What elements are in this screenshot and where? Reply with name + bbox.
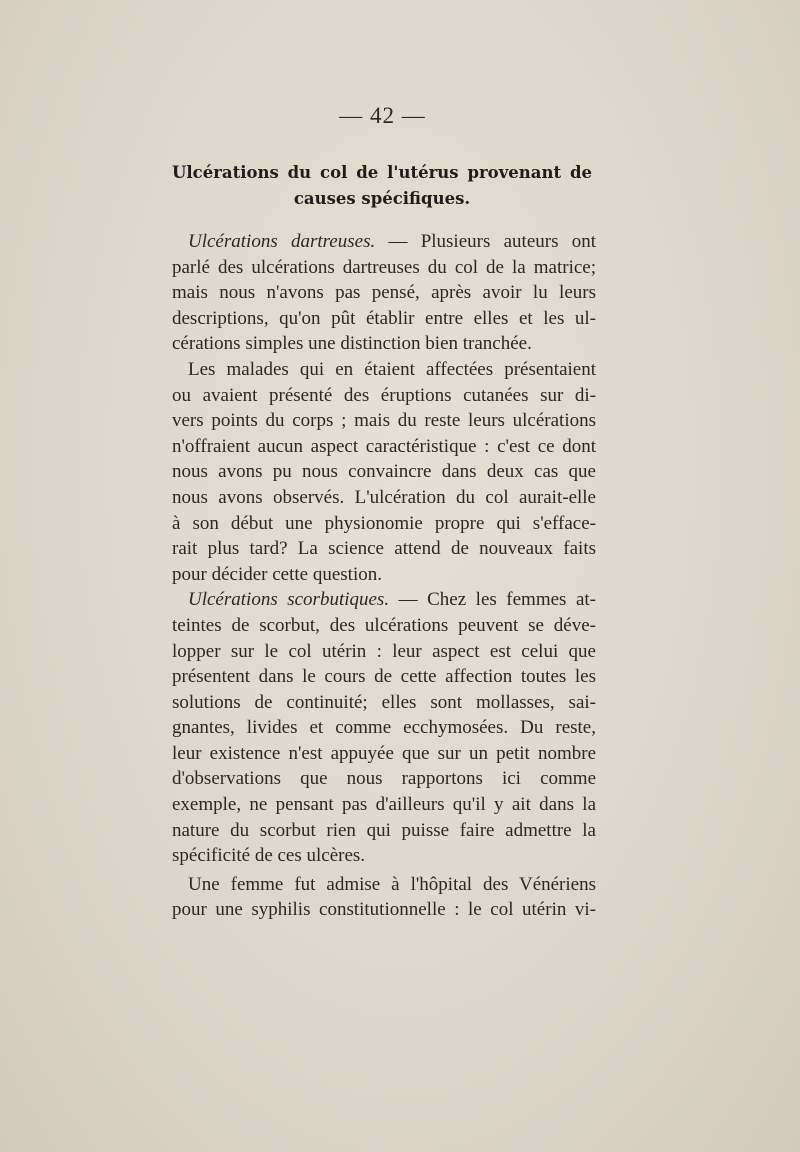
paragraph-2-line-2: ou avaient présenté des éruptions cutanées sur di- — [172, 384, 596, 406]
paragraph-1-line-3: mais nous n'avons pas pensé, après avoir lu leurs — [172, 282, 596, 304]
paragraph-2-line-6: nous avons observés. L'ulcération du col aurait-elle — [172, 486, 596, 508]
section-heading — [172, 160, 592, 212]
paragraph-4-line-2: pour une syphilis constitutionnelle : le col utérin vi- — [172, 899, 596, 921]
paragraph-3-line-7: leur existence n'est appuyée que sur un petit nombre — [172, 742, 596, 764]
paragraph-3-line-8: d'observations que nous rapportons ici comme — [172, 768, 596, 790]
paragraph-3-line-9: exemple, ne pensant pas d'ailleurs qu'il y ait dans la — [172, 794, 596, 816]
paragraph-3-line-11: spécificité de ces ulcères. — [172, 845, 366, 867]
paragraph-2-line-1: Les malades qui en étaient affectées présentaient — [188, 358, 596, 380]
paragraph-4-line-1: Une femme fut admise à l'hôpital des Vénériens — [188, 873, 596, 895]
paragraph-2-line-9: pour décider cette question. — [172, 563, 382, 585]
body-text — [172, 229, 596, 923]
paragraph-3-line-3: lopper sur le col utérin : leur aspect est celui que — [172, 640, 596, 662]
paragraph-1-line-5: cérations simples une distinction bien tranchée. — [172, 333, 532, 355]
paragraph-3-line-4: présentent dans le cours de cette affection toutes les — [172, 666, 596, 688]
paragraph-3-line-5: solutions de continuité; elles sont mollasses, sai- — [172, 691, 596, 713]
paragraph-1-line-4: descriptions, qu'on pût établir entre elles et les ul- — [172, 307, 596, 329]
paragraph-1-line-2: parlé des ulcérations dartreuses du col de la matrice; — [172, 256, 596, 278]
paragraph-3-line-1-text: — Chez les femmes at- — [389, 589, 596, 611]
paragraph-3-line-2: teintes de scorbut, des ulcérations peuvent se déve- — [172, 614, 596, 636]
paragraph-2-line-5: nous avons pu nous convaincre dans deux cas que — [172, 461, 596, 483]
page-number: — 42 — — [339, 103, 426, 128]
paragraph-2-line-4: n'offraient aucun aspect caractéristique : c'est ce dont — [172, 435, 596, 457]
heading-line-2: causes spécifiques. — [293, 189, 471, 208]
paragraph-2-line-7: à son début une physionomie propre qui s'efface- — [172, 512, 596, 534]
paragraph-3-line-6: gnantes, livides et comme ecchymosées. Du reste, — [172, 717, 596, 739]
paragraph-1-line-1 — [172, 229, 596, 255]
heading-line-1: Ulcérations du col de l'utérus provenant de — [172, 163, 592, 182]
paragraph-1-line-1-text: — Plusieurs auteurs ont — [375, 231, 596, 252]
paragraph-3-line-1 — [172, 587, 596, 613]
paragraph-2-line-8: rait plus tard? La science attend de nouveaux faits — [172, 538, 596, 560]
term-dartreuses: Ulcérations dartreuses. — [188, 231, 376, 252]
paragraph-3-line-10: nature du scorbut rien qui puisse faire admettre la — [172, 819, 596, 841]
paragraph-2-line-3: vers points du corps ; mais du reste leurs ulcérations — [172, 410, 596, 432]
term-scorbutiques: Ulcérations scorbutiques. — [188, 589, 390, 611]
